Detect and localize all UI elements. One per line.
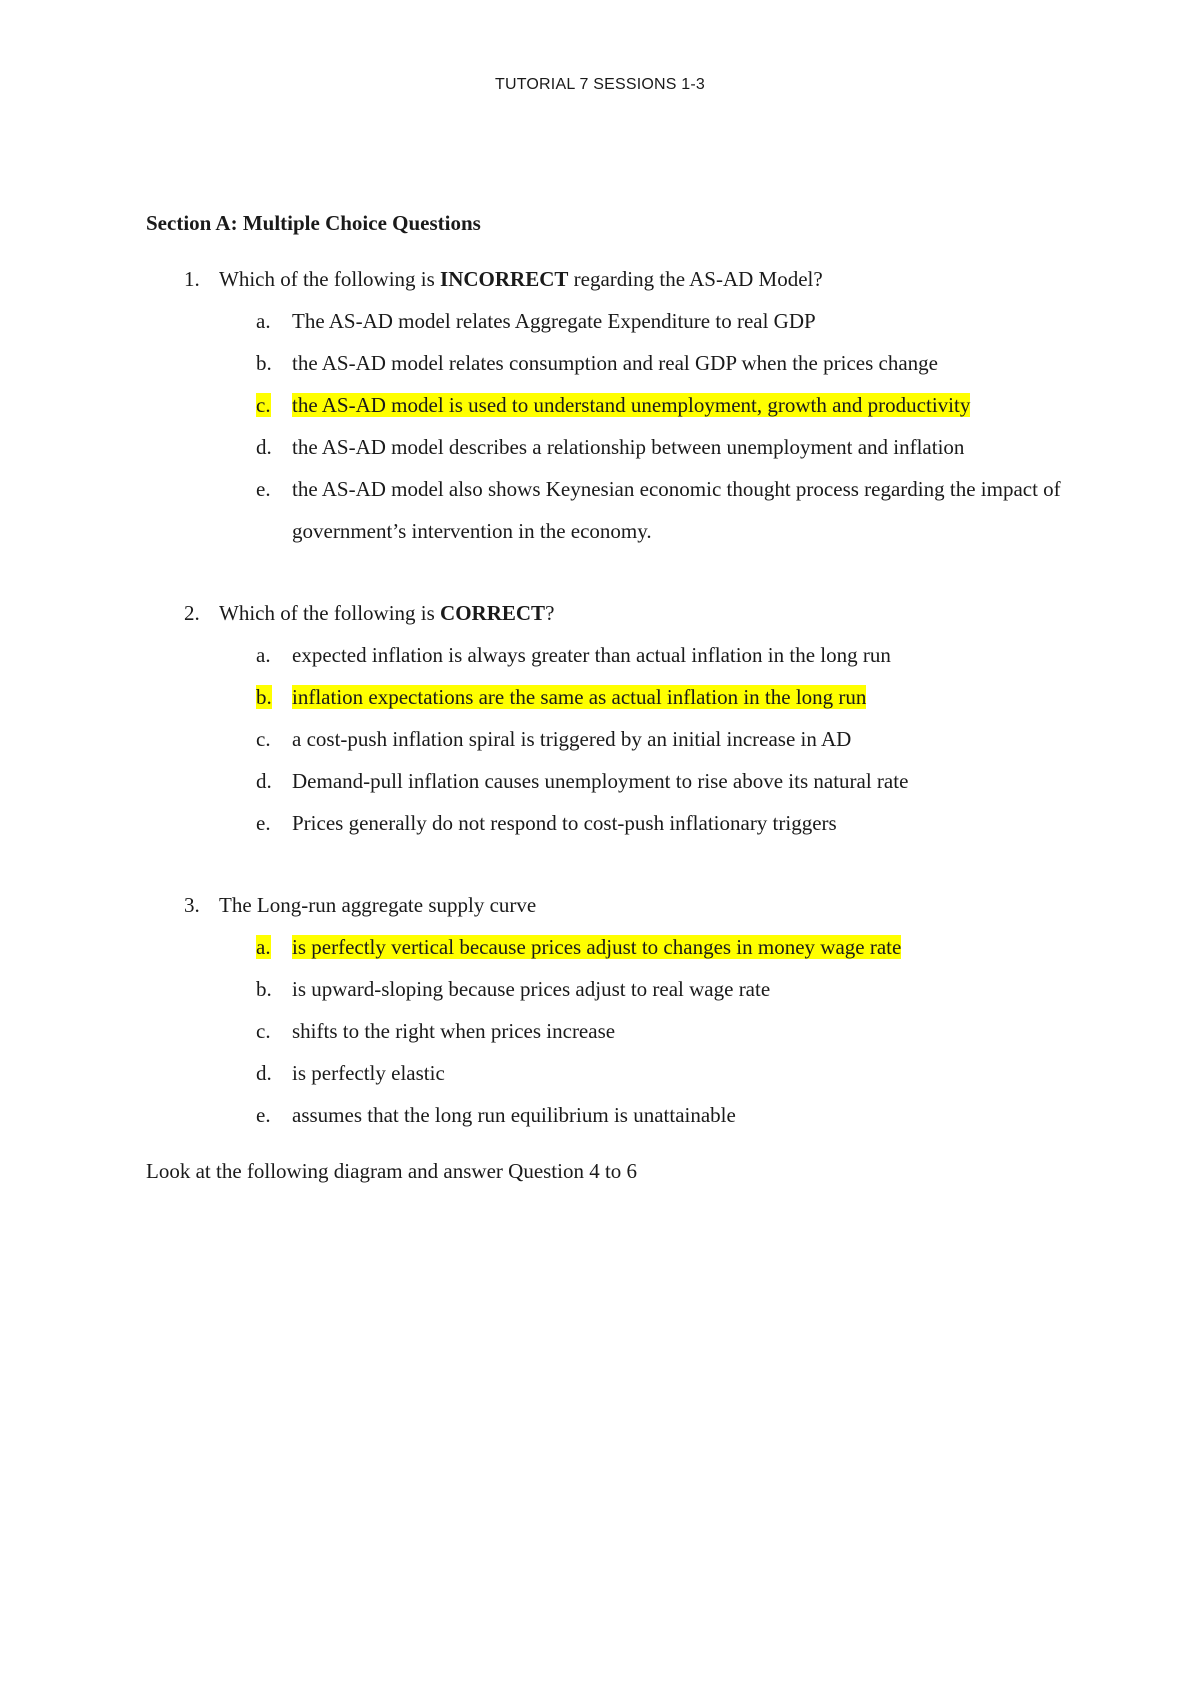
option-d (256, 760, 1061, 802)
option-text: The AS-AD model relates Aggregate Expenditure to real GDP (292, 309, 816, 333)
option-text (292, 926, 1061, 968)
option-text: the AS-AD model describes a relationship between unemployment and inflation (292, 435, 965, 459)
option-letter: d. (256, 769, 272, 793)
question-text-part: regarding the AS-AD Model? (568, 267, 823, 291)
option-text: expected inflation is always greater than actual inflation in the long run (292, 643, 891, 667)
highlighted-letter: a. (256, 935, 271, 959)
option-d (256, 1052, 1061, 1094)
option-list (256, 634, 1061, 844)
option-text: is upward-sloping because prices adjust to real wage rate (292, 977, 771, 1001)
option-letter: e. (256, 1103, 271, 1127)
question-3 (146, 884, 1061, 1136)
question-2 (146, 592, 1061, 844)
option-letter (256, 676, 292, 718)
option-list (256, 300, 1061, 552)
option-text: shifts to the right when prices increase (292, 1019, 616, 1043)
question-text-part: Which of the following is (219, 267, 441, 291)
question-stem (146, 258, 1061, 300)
option-text: assumes that the long run equilibrium is unattainable (292, 1103, 736, 1127)
option-e (256, 1094, 1061, 1136)
option-text: is perfectly elastic (292, 1061, 445, 1085)
option-letter: c. (256, 1019, 271, 1043)
option-c (256, 1010, 1061, 1052)
option-b (256, 968, 1061, 1010)
question-text (219, 258, 1061, 300)
question-stem (146, 884, 1061, 926)
question-number: 1. (184, 267, 200, 291)
option-letter: d. (256, 435, 272, 459)
question-text-part: Which of the following is (219, 601, 441, 625)
question-text (219, 592, 1061, 634)
page-header: TUTORIAL 7 SESSIONS 1-3 (495, 76, 705, 93)
highlighted-answer: inflation expectations are the same as actual inflation in the long run (292, 685, 867, 709)
question-keyword: INCORRECT (440, 267, 569, 291)
question-keyword: CORRECT (440, 601, 546, 625)
option-e (256, 802, 1061, 844)
option-d (256, 426, 1061, 468)
option-text (292, 676, 1061, 718)
question-1 (146, 258, 1061, 552)
option-letter (256, 384, 292, 426)
highlighted-answer: the AS-AD model is used to understand unemployment, growth and productivity (292, 393, 971, 417)
question-text: The Long-run aggregate supply curve (219, 893, 537, 917)
option-letter: e. (256, 811, 271, 835)
question-number: 3. (184, 893, 200, 917)
question-number: 2. (184, 601, 200, 625)
option-letter: e. (256, 477, 271, 501)
option-letter: b. (256, 351, 272, 375)
option-b (256, 342, 1061, 384)
option-c (256, 718, 1061, 760)
option-c-highlighted (256, 384, 1061, 426)
option-b-highlighted (256, 676, 1061, 718)
option-text (292, 384, 1061, 426)
question-text-part: ? (545, 601, 555, 625)
option-text: a cost-push inflation spiral is triggered by an initial increase in AD (292, 727, 852, 751)
option-letter (256, 926, 292, 968)
option-list (256, 926, 1061, 1136)
question-stem (146, 592, 1061, 634)
option-letter: d. (256, 1061, 272, 1085)
option-e (256, 468, 1061, 552)
option-letter: a. (256, 309, 271, 333)
option-letter: b. (256, 977, 272, 1001)
document-body (146, 202, 1061, 1192)
option-a-highlighted (256, 926, 1061, 968)
highlighted-letter: c. (256, 393, 271, 417)
highlighted-letter: b. (256, 685, 272, 709)
section-title: Section A: Multiple Choice Questions (146, 211, 481, 235)
option-letter: a. (256, 643, 271, 667)
option-text: Demand-pull inflation causes unemployment to rise above its natural rate (292, 769, 909, 793)
option-text: Prices generally do not respond to cost-push inflationary triggers (292, 811, 837, 835)
option-a (256, 634, 1061, 676)
option-text: the AS-AD model relates consumption and real GDP when the prices change (292, 351, 938, 375)
option-letter: c. (256, 727, 271, 751)
closing-instruction: Look at the following diagram and answer Question 4 to 6 (146, 1159, 638, 1183)
option-text: the AS-AD model also shows Keynesian economic thought process regarding the impact of government’s intervention in the economy. (292, 477, 1061, 543)
option-a (256, 300, 1061, 342)
highlighted-answer: is perfectly vertical because prices adjust to changes in money wage rate (292, 935, 902, 959)
